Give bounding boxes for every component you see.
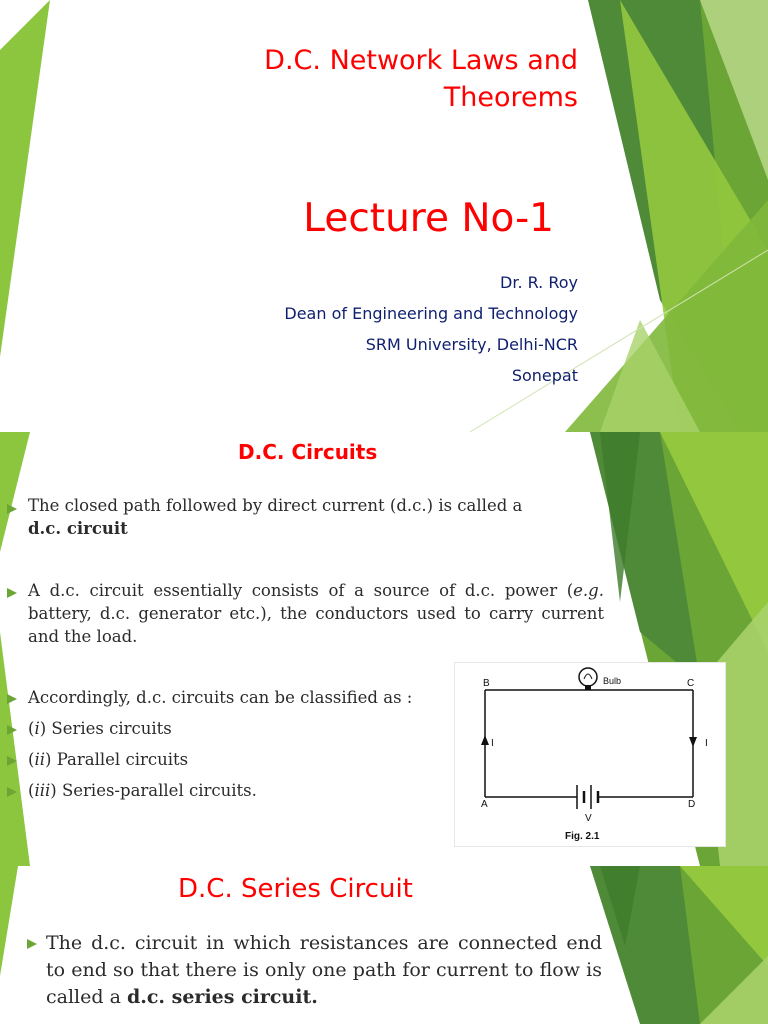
current-arrow-up-icon (481, 735, 489, 745)
node-d-label: D (688, 799, 696, 810)
list-item-parallel: (ii) Parallel circuits (28, 750, 189, 769)
author-position: Dean of Engineering and Technology (284, 304, 578, 323)
dc-circuit-term: d.c. circuit (28, 519, 128, 538)
author-name: Dr. R. Roy (500, 273, 578, 292)
slide-heading: D.C. Circuits (238, 440, 378, 464)
lecture-number: Lecture No-1 (303, 196, 554, 241)
classification-intro: Accordingly, d.c. circuits can be classified as : (28, 688, 413, 707)
paragraph-series-definition: The d.c. circuit in which resistances are connected end to end so that there is only one path for current to flow is called a d.c. series circuit. (46, 932, 602, 1008)
circuit-figure (454, 662, 726, 847)
bullet-arrow-icon (6, 586, 18, 600)
dc-series-circuit-slide (0, 866, 768, 1024)
paragraph-dc-circuit-components: A d.c. circuit essentially consists of a source of d.c. power (e.g. battery, d.c. generator etc.), the conductors used to carry current and the load. (28, 581, 604, 646)
bullet-arrow-icon (6, 754, 18, 768)
bullet-arrow-icon (26, 937, 38, 951)
bullet-arrow-icon (6, 785, 18, 799)
list-item-series-parallel: (iii) Series-parallel circuits. (28, 781, 257, 800)
node-b-label: B (483, 678, 490, 689)
author-university: SRM University, Delhi-NCR (365, 335, 578, 354)
bullet-arrow-icon (6, 692, 18, 706)
bulb-icon (579, 668, 597, 690)
voltage-label: V (585, 813, 592, 824)
series-circuit-diagram (455, 663, 725, 846)
title-slide (0, 0, 768, 432)
series-circuit-term: d.c. series circuit. (126, 986, 318, 1008)
figure-caption: Fig. 2.1 (565, 831, 600, 842)
presentation-title: D.C. Network Laws and Theorems (264, 45, 578, 113)
bullet-arrow-icon (6, 502, 18, 516)
list-item-series: (i) Series circuits (28, 719, 172, 738)
node-a-label: A (481, 799, 488, 810)
current-label-right: I (705, 738, 708, 749)
slide-heading: D.C. Series Circuit (178, 874, 413, 904)
bulb-label: Bulb (603, 676, 622, 686)
current-label-left: I (491, 738, 494, 749)
battery-icon (573, 785, 605, 809)
author-city: Sonepat (511, 366, 578, 385)
current-arrow-down-icon (689, 737, 697, 747)
dc-circuits-slide (0, 432, 768, 866)
paragraph-dc-circuit-definition: The closed path followed by direct current (d.c.) is called a d.c. circuit (28, 496, 523, 538)
node-c-label: C (687, 678, 695, 689)
bullet-arrow-icon (6, 723, 18, 737)
